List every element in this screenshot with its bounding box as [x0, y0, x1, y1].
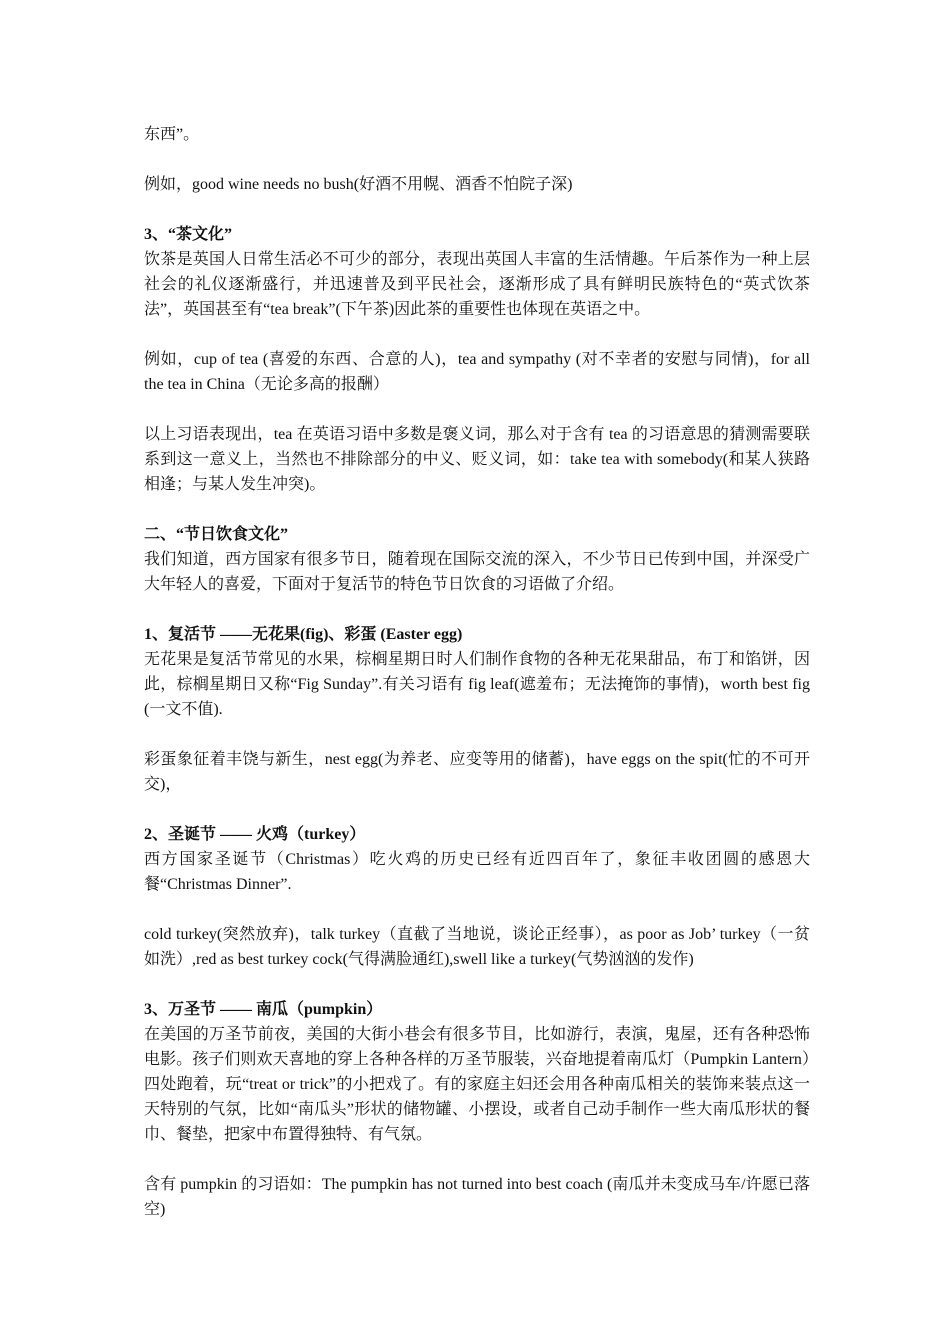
paragraph-spacer: [144, 147, 810, 172]
document-body: [144, 122, 810, 1222]
section-heading: 3、万圣节 —— 南瓜（pumpkin）: [144, 1001, 383, 1018]
body-paragraph: 彩蛋象征着丰饶与新生，nest egg(为养老、应变等用的储蓄)，have eggs on the spit(忙的不可开交)，: [144, 751, 810, 793]
section-heading: 二、“节日饮食文化”: [144, 526, 289, 543]
paragraph-spacer: [144, 1147, 810, 1172]
paragraph-spacer: [144, 722, 810, 747]
body-paragraph: 例如，cup of tea (喜爱的东西、合意的人)，tea and sympathy (对不幸者的安慰与同情)，for all the tea in China（无论多高的报酬）: [144, 351, 810, 393]
paragraph-spacer: [144, 497, 810, 522]
body-paragraph: 含有 pumpkin 的习语如：The pumpkin has not turned into best coach (南瓜并未变成马车/许愿已落空): [144, 1176, 810, 1218]
paragraph-spacer: [144, 197, 810, 222]
paragraph-spacer: [144, 972, 810, 997]
section-heading: 2、圣诞节 —— 火鸡（turkey）: [144, 826, 366, 843]
body-paragraph: 饮茶是英国人日常生活必不可少的部分，表现出英国人丰富的生活情趣。午后茶作为一种上层社会的礼仪逐渐盛行，并迅速普及到平民社会，逐渐形成了具有鲜明民族特色的“英式饮茶法”，英国甚至有“tea break”(下午茶)因此茶的重要性也体现在英语之中。: [144, 251, 810, 318]
section-heading: 1、复活节 ——无花果(fig)、彩蛋 (Easter egg): [144, 626, 463, 643]
body-paragraph: 在美国的万圣节前夜，美国的大街小巷会有很多节目，比如游行，表演，鬼屋，还有各种恐怖电影。孩子们则欢天喜地的穿上各种各样的万圣节服装，兴奋地提着南瓜灯（Pumpkin Lantern）四处跑着，玩“treat or trick”的小把戏了。有的家庭主妇还会用各种南瓜相关的装饰来装点这一天特别的气氛，比如“南瓜头”形状的储物罐、小摆设，或者自己动手制作一些大南瓜形状的餐巾、餐垫，把家中布置得独特、有气氛。: [144, 1026, 810, 1143]
paragraph-spacer: [144, 397, 810, 422]
section-heading: 3、“茶文化”: [144, 226, 233, 243]
body-paragraph: 例如，good wine needs no bush(好酒不用幌、酒香不怕院子深): [144, 176, 573, 193]
paragraph-spacer: [144, 322, 810, 347]
body-paragraph: 无花果是复活节常见的水果，棕榈星期日时人们制作食物的各种无花果甜品，布丁和馅饼，因此，棕榈星期日又称“Fig Sunday”.有关习语有 fig leaf(遮羞布；无法掩饰的事情)，worth best fig (一文不值).: [144, 651, 810, 718]
paragraph-spacer: [144, 797, 810, 822]
paragraph-spacer: [144, 597, 810, 622]
body-paragraph: 我们知道，西方国家有很多节日，随着现在国际交流的深入，不少节日已传到中国，并深受广大年轻人的喜爱，下面对于复活节的特色节日饮食的习语做了介绍。: [144, 551, 810, 593]
body-paragraph: 西方国家圣诞节（Christmas）吃火鸡的历史已经有近四百年了，象征丰收团圆的感恩大餐“Christmas Dinner”.: [144, 851, 810, 893]
body-paragraph: cold turkey(突然放弃)，talk turkey（直截了当地说，谈论正经事），as poor as Job’ turkey（一贫如洗）,red as best turkey cock(气得满脸通红),swell like a turkey(气势汹汹的发作): [144, 926, 810, 968]
paragraph-spacer: [144, 897, 810, 922]
body-paragraph: 以上习语表现出，tea 在英语习语中多数是褒义词，那么对于含有 tea 的习语意思的猜测需要联系到这一意义上，当然也不排除部分的中义、贬义词，如：take tea with somebody(和某人狭路相逢；与某人发生冲突)。: [144, 426, 810, 493]
body-paragraph: 东西”。: [144, 126, 200, 143]
